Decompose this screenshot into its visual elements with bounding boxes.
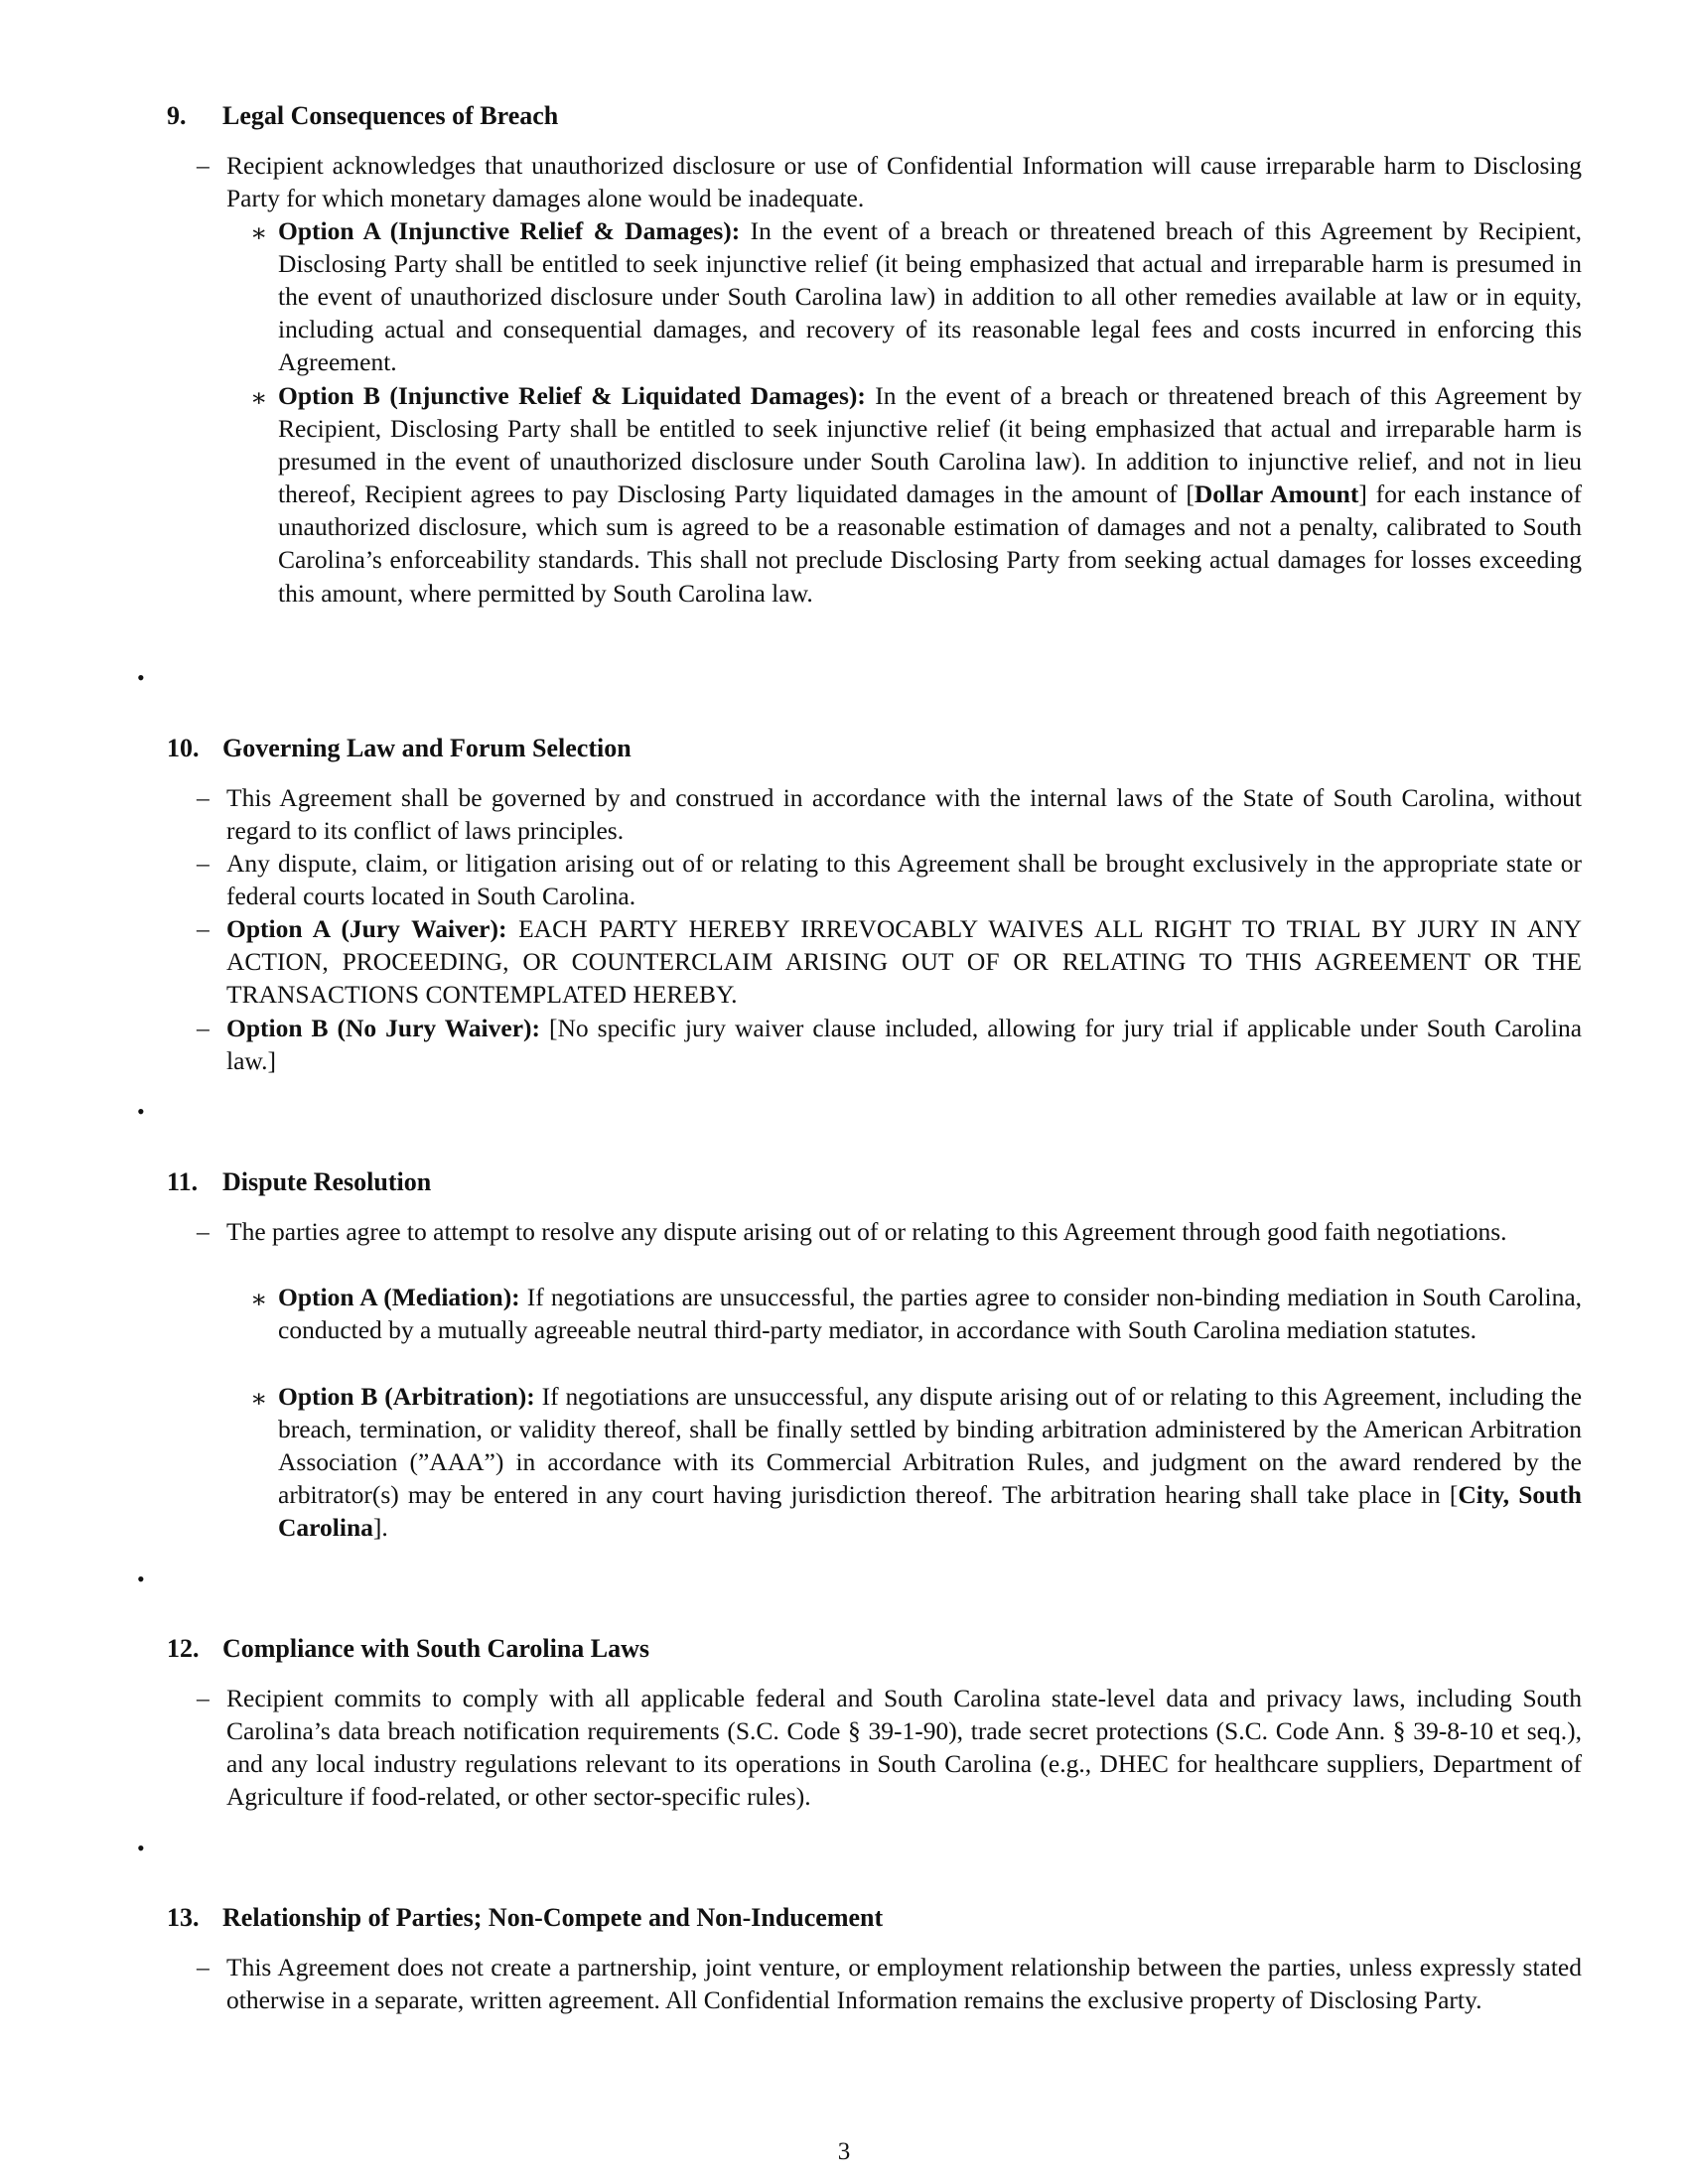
section-number: 10.: [167, 734, 200, 762]
bullet-dot: •: [137, 1567, 145, 1591]
option-label: Option A (Mediation):: [278, 1283, 520, 1311]
section-title: Relationship of Parties; Non-Compete and Non-Inducement: [222, 1903, 884, 1932]
bullet-dot: •: [137, 1836, 145, 1860]
bullet-dot: •: [137, 1099, 145, 1124]
option-label: Option A (Jury Waiver):: [226, 914, 507, 943]
item-text: This Agreement does not create a partnership, joint venture, or employment relationship between the parties, unless expressly stated otherwise in a separate, written agreement. All Confidential Information remains the exclusive property of Disclosing Party.: [226, 1953, 1582, 2015]
list-item: [197, 1215, 1582, 1248]
item-text: Recipient commits to comply with all applicable federal and South Carolina state-level data and privacy laws, including South Carolina’s data breach notification requirements (S.C. Code § 39-1-90), trade secret protections (S.C. Code Ann. § 39-8-10 et seq.), and any local industry regulations relevant to its operations in South Carolina (e.g., DHEC for healthcare suppliers, Department of Agriculture if food-related, or other sector-specific rules).: [226, 1684, 1582, 1812]
option-item: [250, 379, 1583, 610]
item-text: This Agreement shall be governed by and construed in accordance with the internal laws of the State of South Carolina, without regard to its conflict of laws principles.: [226, 783, 1582, 846]
placeholder-field: City, South Carolina: [278, 1480, 1582, 1543]
section-number: 13.: [167, 1903, 200, 1932]
option-item: [250, 1281, 1583, 1346]
item-text: EACH PARTY HEREBY IRREVOCABLY WAIVES ALL RIGHT TO TRIAL BY JURY IN ANY ACTION, PROCEEDING, OR COUNTERCLAIM ARISING OUT OF OR RELATING TO THIS AGREEMENT OR THE TRANSACTIONS CONTEMPLATED HEREBY.: [226, 914, 1582, 1010]
option-label: Option B (No Jury Waiver):: [226, 1014, 540, 1042]
dash-marker: –: [197, 1014, 210, 1042]
item-text: ].: [372, 1513, 388, 1543]
item-text: ] for each instance of unauthorized disclosure, which sum is agreed to be a reasonable estimation of damages and not a penalty, calibrated to South Carolina’s enforceability standards. This shall not preclude Disclosing Party from seeking actual damages for losses exceeding this amount, where permitted by South Carolina law.: [278, 479, 1582, 608]
bullet-dot: •: [137, 665, 145, 690]
dash-marker: –: [197, 1217, 210, 1246]
section-title: Governing Law and Forum Selection: [222, 734, 632, 762]
option-item: [250, 214, 1583, 378]
item-text: Recipient acknowledges that unauthorized disclosure or use of Confidential Information will cause irreparable harm to Disclosing Party for which monetary damages alone would be inadequate.: [226, 151, 1582, 213]
dash-marker: –: [197, 849, 210, 878]
section-number: 12.: [167, 1634, 200, 1663]
section-10-heading: [167, 732, 632, 765]
page-number: 3: [837, 2138, 851, 2165]
section-9-heading: [167, 99, 558, 133]
item-text: Any dispute, claim, or litigation arising out of or relating to this Agreement shall be brought exclusively in the appropriate state or federal courts located in South Carolina.: [226, 849, 1582, 911]
item-text: The parties agree to attempt to resolve any dispute arising out of or relating to this Agreement through good faith negotiations.: [226, 1217, 1507, 1246]
option-label: Option B (Arbitration):: [278, 1382, 535, 1411]
section-title: Legal Consequences of Breach: [222, 101, 559, 130]
list-item: [197, 149, 1582, 214]
item-text: [No specific jury waiver clause included, allowing for jury trial if applicable under South Carolina law.]: [226, 1014, 1583, 1076]
option-label: Option B (Injunctive Relief & Liquidated Damages):: [278, 381, 866, 410]
item-text: If negotiations are unsuccessful, any dispute arising out of or relating to this Agreement, including the breach, termination, or validity thereof, shall be finally settled by binding arbitration administered by the American Arbitration Association (”AAA”) in accordance with its Commercial Arbitration Rules, and judgment on the award rendered by the arbitrator(s) may be entered in any court having jurisdiction thereof. The arbitration hearing shall take place in [: [278, 1382, 1583, 1510]
list-item: [197, 781, 1582, 847]
item-text: In the event of a breach or threatened breach of this Agreement by Recipient, Disclosing Party shall be entitled to seek injunctive relief (it being emphasized that actual and irreparable harm is presumed in the event of unauthorized disclosure under South Carolina law). In addition to injunctive relief, and not in lieu thereof, Recipient agrees to pay Disclosing Party liquidated damages in the amount of [: [278, 381, 1583, 509]
section-title: Compliance with South Carolina Laws: [222, 1634, 650, 1663]
option-item: [197, 1012, 1583, 1077]
dash-marker: –: [197, 783, 210, 812]
dash-marker: –: [197, 151, 210, 180]
list-item: [197, 1951, 1582, 2016]
option-label: Option A (Injunctive Relief & Damages):: [278, 216, 741, 245]
section-12-heading: [167, 1632, 649, 1666]
dash-marker: –: [197, 1953, 210, 1981]
list-item: [197, 847, 1582, 912]
star-marker: ∗: [250, 1384, 268, 1413]
list-item: [197, 1682, 1582, 1813]
option-item: [197, 912, 1582, 1011]
star-marker: ∗: [250, 1285, 268, 1313]
option-item: [250, 1380, 1583, 1544]
dash-marker: –: [197, 914, 210, 943]
star-marker: ∗: [250, 383, 268, 412]
section-number: 11.: [167, 1167, 199, 1196]
section-11-heading: [167, 1165, 431, 1199]
section-13-heading: [167, 1901, 883, 1935]
placeholder-field: Dollar Amount: [1194, 479, 1359, 509]
item-text: If negotiations are unsuccessful, the parties agree to consider non-binding mediation in South Carolina, conducted by a mutually agreeable neutral third-party mediator, in accordance with South Carolina mediation statutes.: [278, 1283, 1583, 1345]
star-marker: ∗: [250, 218, 268, 247]
section-title: Dispute Resolution: [222, 1167, 432, 1196]
section-number: 9.: [167, 101, 187, 130]
dash-marker: –: [197, 1684, 210, 1712]
item-text: In the event of a breach or threatened breach of this Agreement by Recipient, Disclosing Party shall be entitled to seek injunctive relief (it being emphasized that actual and irreparable harm is presumed in the event of unauthorized disclosure under South Carolina law) in addition to all other remedies available at law or in equity, including actual and consequential damages, and recovery of its reasonable legal fees and costs incurred in enforcing this Agreement.: [278, 216, 1583, 377]
